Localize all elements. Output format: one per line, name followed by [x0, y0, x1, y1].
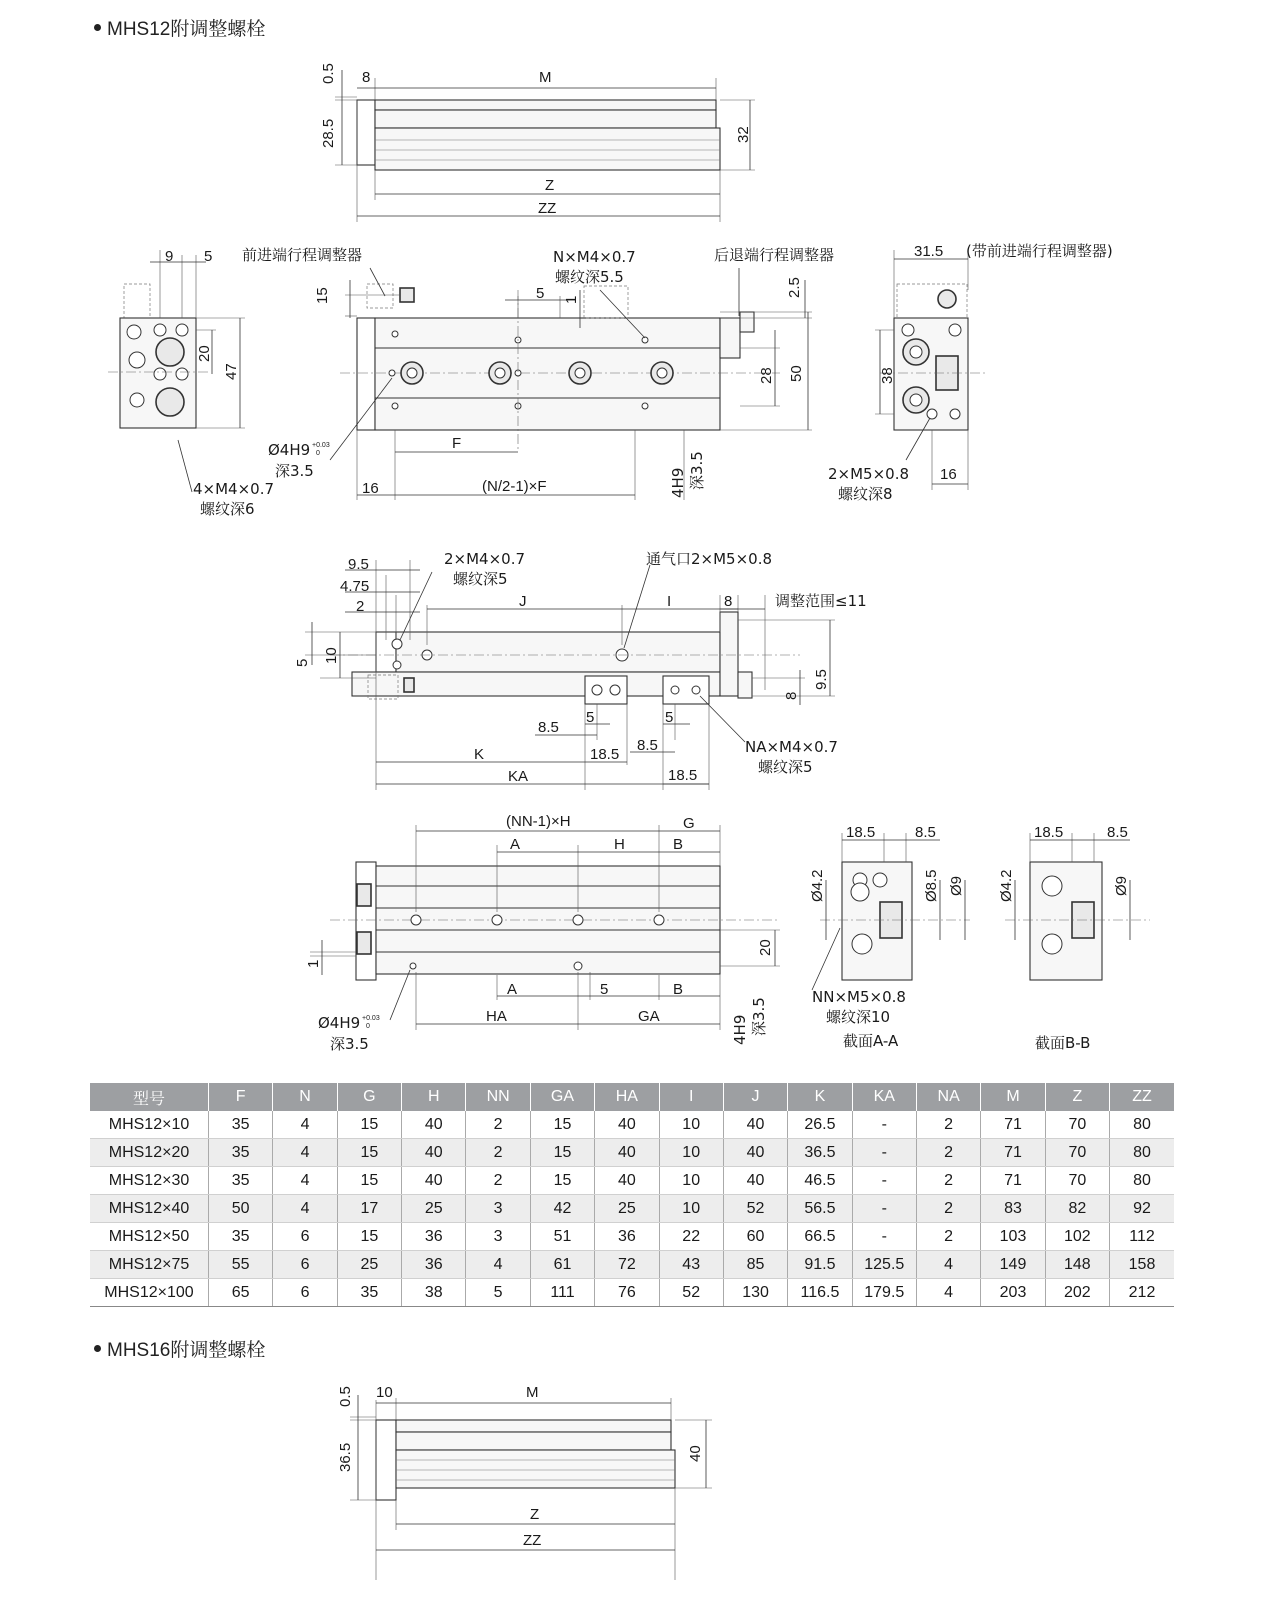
col-header: M [981, 1083, 1045, 1111]
dim-label: 18.5 [1034, 824, 1064, 841]
dim-label: G [683, 815, 695, 832]
thread-depth-callout: 螺纹深5 [453, 570, 508, 588]
value-cell: 60 [723, 1223, 787, 1251]
value-cell: 15 [337, 1223, 401, 1251]
dim-label: 50 [788, 365, 805, 382]
dim-label: Ø9 [948, 875, 965, 896]
value-cell: 15 [530, 1139, 594, 1167]
value-cell: 40 [402, 1111, 466, 1139]
value-cell: 4 [273, 1195, 337, 1223]
tolerance-upper: +0.03 [362, 1015, 380, 1022]
dim-label: GA [638, 1008, 660, 1025]
dim-label: (N/2-1)×F [482, 478, 547, 495]
value-cell: 70 [1045, 1139, 1109, 1167]
table-row [90, 1279, 1174, 1307]
value-cell: 5 [466, 1279, 530, 1307]
dim-label: 20 [196, 345, 213, 362]
col-header: F [209, 1083, 273, 1111]
value-cell: 71 [981, 1111, 1045, 1139]
pin-depth-callout: 深3.5 [330, 1035, 369, 1053]
pin-depth-v-callout: 深3.5 [750, 997, 768, 1036]
dim-label: 16 [362, 480, 379, 497]
col-header: NN [466, 1083, 530, 1111]
value-cell: 111 [530, 1279, 594, 1307]
value-cell: 15 [530, 1111, 594, 1139]
pin-hole-v-callout: 4H9 [731, 1014, 749, 1045]
table-row [90, 1195, 1174, 1223]
value-cell: 91.5 [788, 1251, 852, 1279]
dim-label: M [539, 69, 552, 86]
model-cell: MHS12×100 [90, 1279, 209, 1307]
value-cell: 38 [402, 1279, 466, 1307]
pin-hole-callout: Ø4H9 [318, 1014, 361, 1032]
value-cell: 66.5 [788, 1223, 852, 1251]
dim-label: 9.5 [348, 556, 369, 573]
value-cell: 36 [402, 1251, 466, 1279]
dim-label: 5 [294, 658, 311, 667]
dim-label: 8.5 [915, 824, 936, 841]
col-header: HA [595, 1083, 659, 1111]
dim-label: 16 [940, 466, 957, 483]
value-cell: 36 [402, 1223, 466, 1251]
pin-depth-callout: 深3.5 [275, 462, 314, 480]
dim-label: 47 [223, 363, 240, 380]
value-cell: 3 [466, 1195, 530, 1223]
value-cell: 70 [1045, 1167, 1109, 1195]
port-callout: 通气口2×M5×0.8 [646, 550, 773, 568]
na-thread-callout: NA×M4×0.7 [745, 738, 838, 756]
dim-label: Ø4.2 [998, 869, 1015, 902]
dim-label: A [510, 836, 521, 853]
value-cell: 17 [337, 1195, 401, 1223]
value-cell: 2 [466, 1139, 530, 1167]
dim-label: 20 [757, 939, 774, 956]
dim-label: 10 [323, 647, 340, 664]
dim-label: 32 [735, 126, 752, 143]
rear-adjuster-callout: 后退端行程调整器 [714, 246, 835, 264]
dim-label: Ø9 [1113, 875, 1130, 896]
dim-label: 36.5 [337, 1442, 354, 1472]
value-cell: 85 [723, 1251, 787, 1279]
section-b-caption: 截面B-B [1035, 1034, 1091, 1052]
dim-label: 38 [879, 367, 896, 384]
na-depth-callout: 螺纹深5 [758, 758, 813, 776]
dim-label: I [667, 593, 672, 610]
dim-label: 18.5 [668, 767, 698, 784]
dim-label: K [474, 746, 485, 763]
mhs12-bottom-view [0, 530, 1286, 800]
value-cell: 61 [530, 1251, 594, 1279]
n-depth-callout: 螺纹深5.5 [555, 268, 624, 286]
section-a-caption: 截面A-A [843, 1032, 899, 1050]
dim-label: ZZ [538, 200, 557, 217]
value-cell: 22 [659, 1223, 723, 1251]
n-thread-callout: N×M4×0.7 [553, 248, 636, 266]
value-cell: 2 [466, 1167, 530, 1195]
value-cell: 52 [723, 1195, 787, 1223]
value-cell: 2 [916, 1195, 980, 1223]
thread-callout: 4×M4×0.7 [193, 480, 275, 498]
col-header: J [723, 1083, 787, 1111]
bullet-icon [94, 1345, 101, 1352]
value-cell: 40 [595, 1139, 659, 1167]
dim-label: Ø4.2 [809, 869, 826, 902]
dim-label: 1 [305, 959, 322, 968]
value-cell: 51 [530, 1223, 594, 1251]
front-adjuster-callout: 前进端行程调整器 [242, 246, 363, 264]
value-cell: 6 [273, 1279, 337, 1307]
value-cell: 82 [1045, 1195, 1109, 1223]
model-cell: MHS12×20 [90, 1139, 209, 1167]
value-cell: 15 [337, 1139, 401, 1167]
dim-label: 8.5 [538, 719, 559, 736]
value-cell: 52 [659, 1279, 723, 1307]
col-header: KA [852, 1083, 916, 1111]
value-cell: 26.5 [788, 1111, 852, 1139]
value-cell: 40 [723, 1139, 787, 1167]
value-cell: 46.5 [788, 1167, 852, 1195]
dim-label: 18.5 [846, 824, 876, 841]
value-cell: 40 [595, 1111, 659, 1139]
value-cell: - [852, 1111, 916, 1139]
value-cell: 72 [595, 1251, 659, 1279]
value-cell: 71 [981, 1139, 1045, 1167]
value-cell: 2 [916, 1223, 980, 1251]
value-cell: 2 [916, 1167, 980, 1195]
col-header: H [402, 1083, 466, 1111]
dim-label: 28.5 [320, 118, 337, 148]
value-cell: 55 [209, 1251, 273, 1279]
section-title-mhs12: MHS12附调整螺栓 [94, 14, 265, 41]
col-header: N [273, 1083, 337, 1111]
value-cell: 158 [1110, 1251, 1174, 1279]
right-note: (带前进端行程调整器) [966, 242, 1113, 260]
value-cell: 35 [209, 1139, 273, 1167]
value-cell: - [852, 1139, 916, 1167]
col-header: I [659, 1083, 723, 1111]
dim-label: Z [545, 177, 555, 194]
dim-label: 8 [783, 691, 800, 700]
dim-label: 31.5 [914, 243, 944, 260]
dim-label: J [519, 593, 527, 610]
value-cell: 35 [209, 1223, 273, 1251]
value-cell: 179.5 [852, 1279, 916, 1307]
thread-callout: 2×M4×0.7 [444, 550, 526, 568]
thread-depth-callout: 螺纹深6 [200, 500, 255, 518]
value-cell: 35 [337, 1279, 401, 1307]
dim-label: ZZ [523, 1532, 542, 1549]
table-header-row [90, 1083, 1174, 1111]
dim-label: KA [508, 768, 529, 785]
value-cell: 80 [1110, 1167, 1174, 1195]
value-cell: 70 [1045, 1111, 1109, 1139]
right-thread-callout: 2×M5×0.8 [828, 465, 910, 483]
mhs12-side-view [0, 800, 1286, 1080]
table-row [90, 1111, 1174, 1139]
value-cell: 92 [1110, 1195, 1174, 1223]
col-header: 型号 [90, 1083, 209, 1111]
value-cell: 40 [723, 1167, 787, 1195]
value-cell: 50 [209, 1195, 273, 1223]
tolerance-lower: 0 [316, 450, 320, 457]
table-row [90, 1251, 1174, 1279]
dim-label: 8.5 [637, 737, 658, 754]
value-cell: 35 [209, 1111, 273, 1139]
value-cell: 149 [981, 1251, 1045, 1279]
section-title-mhs16: MHS16附调整螺栓 [94, 1335, 265, 1362]
dim-label: F [452, 435, 462, 452]
value-cell: 203 [981, 1279, 1045, 1307]
dim-label: 8 [362, 69, 371, 86]
value-cell: 4 [273, 1167, 337, 1195]
col-header: NA [916, 1083, 980, 1111]
col-header: Z [1045, 1083, 1109, 1111]
dim-label: 8.5 [1107, 824, 1128, 841]
dim-label: 2.5 [786, 277, 803, 298]
value-cell: 40 [402, 1167, 466, 1195]
value-cell: 6 [273, 1251, 337, 1279]
pin-hole-callout: Ø4H9 [268, 441, 311, 459]
nn-thread-callout: NN×M5×0.8 [812, 988, 906, 1006]
value-cell: 15 [337, 1111, 401, 1139]
value-cell: 6 [273, 1223, 337, 1251]
pin-depth-v-callout: 深3.5 [688, 451, 706, 490]
value-cell: 36 [595, 1223, 659, 1251]
dim-label: 9.5 [813, 669, 830, 690]
col-header: G [337, 1083, 401, 1111]
dim-label: HA [486, 1008, 507, 1025]
value-cell: 125.5 [852, 1251, 916, 1279]
value-cell: 4 [273, 1111, 337, 1139]
model-cell: MHS12×75 [90, 1251, 209, 1279]
value-cell: 130 [723, 1279, 787, 1307]
table-row [90, 1167, 1174, 1195]
value-cell: - [852, 1223, 916, 1251]
dim-label: 9 [165, 248, 174, 265]
spec-table [90, 1083, 1174, 1307]
value-cell: 80 [1110, 1139, 1174, 1167]
value-cell: 83 [981, 1195, 1045, 1223]
dim-label: 40 [687, 1445, 704, 1462]
value-cell: 10 [659, 1111, 723, 1139]
dim-label: Z [530, 1506, 540, 1523]
value-cell: 36.5 [788, 1139, 852, 1167]
value-cell: - [852, 1195, 916, 1223]
dim-label: (NN-1)×H [506, 813, 571, 830]
dim-label: B [673, 981, 684, 998]
range-callout: 调整范围≤11 [775, 592, 867, 610]
value-cell: 4 [916, 1251, 980, 1279]
value-cell: 40 [595, 1167, 659, 1195]
value-cell: 116.5 [788, 1279, 852, 1307]
dim-label: 1 [563, 295, 580, 304]
value-cell: 25 [337, 1251, 401, 1279]
dim-label: 5 [665, 709, 674, 726]
pin-hole-v-callout: 4H9 [669, 467, 687, 498]
col-header: GA [530, 1083, 594, 1111]
model-cell: MHS12×50 [90, 1223, 209, 1251]
value-cell: 15 [337, 1167, 401, 1195]
value-cell: 10 [659, 1195, 723, 1223]
value-cell: 56.5 [788, 1195, 852, 1223]
mhs16-top-view [0, 1370, 1286, 1600]
tolerance-upper: +0.03 [312, 442, 330, 449]
dim-label: 2 [356, 598, 365, 615]
dim-label: Ø8.5 [923, 869, 940, 902]
col-header: ZZ [1110, 1083, 1174, 1111]
dim-label: 15 [314, 287, 331, 304]
dim-label: 5 [586, 709, 595, 726]
value-cell: 10 [659, 1167, 723, 1195]
dim-label: 5 [536, 285, 545, 302]
value-cell: 40 [402, 1139, 466, 1167]
right-depth-callout: 螺纹深8 [838, 485, 893, 503]
dim-label: H [614, 836, 625, 853]
dim-label: 0.5 [337, 1386, 354, 1407]
value-cell: 65 [209, 1279, 273, 1307]
dim-label: 28 [758, 367, 775, 384]
value-cell: - [852, 1167, 916, 1195]
table-row [90, 1139, 1174, 1167]
value-cell: 3 [466, 1223, 530, 1251]
value-cell: 25 [595, 1195, 659, 1223]
dim-label: 8 [724, 593, 733, 610]
value-cell: 43 [659, 1251, 723, 1279]
value-cell: 10 [659, 1139, 723, 1167]
dim-label: 5 [600, 981, 609, 998]
mhs12-front-view [0, 230, 1286, 530]
value-cell: 15 [530, 1167, 594, 1195]
value-cell: 112 [1110, 1223, 1174, 1251]
dim-label: 10 [376, 1384, 393, 1401]
value-cell: 35 [209, 1167, 273, 1195]
value-cell: 103 [981, 1223, 1045, 1251]
value-cell: 4 [916, 1279, 980, 1307]
model-cell: MHS12×10 [90, 1111, 209, 1139]
dim-label: A [507, 981, 518, 998]
dim-label: 18.5 [590, 746, 620, 763]
dim-label: 4.75 [340, 578, 370, 595]
value-cell: 4 [466, 1251, 530, 1279]
dim-label: 5 [204, 248, 213, 265]
table-row [90, 1223, 1174, 1251]
mhs12-top-view [0, 0, 1286, 230]
value-cell: 2 [916, 1139, 980, 1167]
value-cell: 2 [466, 1111, 530, 1139]
value-cell: 2 [916, 1111, 980, 1139]
nn-depth-callout: 螺纹深10 [826, 1008, 891, 1026]
value-cell: 42 [530, 1195, 594, 1223]
model-cell: MHS12×40 [90, 1195, 209, 1223]
value-cell: 80 [1110, 1111, 1174, 1139]
value-cell: 202 [1045, 1279, 1109, 1307]
value-cell: 40 [723, 1111, 787, 1139]
value-cell: 4 [273, 1139, 337, 1167]
model-cell: MHS12×30 [90, 1167, 209, 1195]
dim-label: B [673, 836, 684, 853]
dim-label: M [526, 1384, 539, 1401]
value-cell: 76 [595, 1279, 659, 1307]
value-cell: 71 [981, 1167, 1045, 1195]
col-header: K [788, 1083, 852, 1111]
tolerance-lower: 0 [366, 1023, 370, 1030]
dim-label: 0.5 [320, 63, 337, 84]
value-cell: 102 [1045, 1223, 1109, 1251]
value-cell: 25 [402, 1195, 466, 1223]
value-cell: 148 [1045, 1251, 1109, 1279]
value-cell: 212 [1110, 1279, 1174, 1307]
